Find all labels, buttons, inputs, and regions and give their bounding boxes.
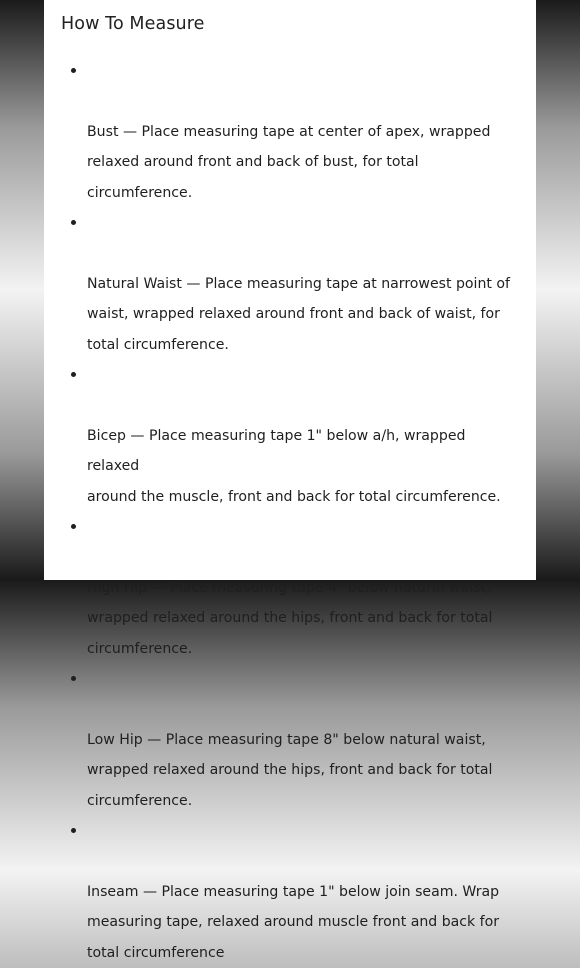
list-item [71, 816, 519, 968]
list-item [71, 360, 519, 512]
list-item-text: Bust — Place measuring tape at center of apex, wrapped relaxed around front and back of bust, for total circumference. [87, 123, 491, 201]
list-item-text: Low Hip — Place measuring tape 8" below natural waist, wrapped relaxed around the hips, front and back for total circumference. [87, 731, 493, 809]
list-item-text: Bicep — Place measuring tape 1" below a/h, wrapped relaxed around the muscle, front and back for total circumference. [87, 427, 501, 505]
list-item [71, 512, 519, 664]
bullet-icon [71, 828, 76, 833]
measure-list [71, 56, 519, 968]
list-item-text: Natural Waist — Place measuring tape at narrowest point of waist, wrapped relaxed around front and back of waist, for total circumference. [87, 275, 510, 353]
list-item-text: Inseam — Place measuring tape 1" below join seam. Wrap measuring tape, relaxed around muscle front and back for total circumference [87, 883, 500, 961]
list-item [71, 56, 519, 208]
list-item-text: High Hip — Place measuring tape 4" below natural waist, wrapped relaxed around the hips, front and back for total circumference. [87, 579, 493, 657]
bullet-icon [71, 676, 76, 681]
bullet-icon [71, 68, 76, 73]
bullet-icon [71, 372, 76, 377]
bullet-icon [71, 524, 76, 529]
content-panel [44, 0, 536, 961]
bullet-icon [71, 220, 76, 225]
list-item [71, 208, 519, 360]
list-item [71, 664, 519, 816]
page-title: How To Measure [61, 14, 205, 34]
